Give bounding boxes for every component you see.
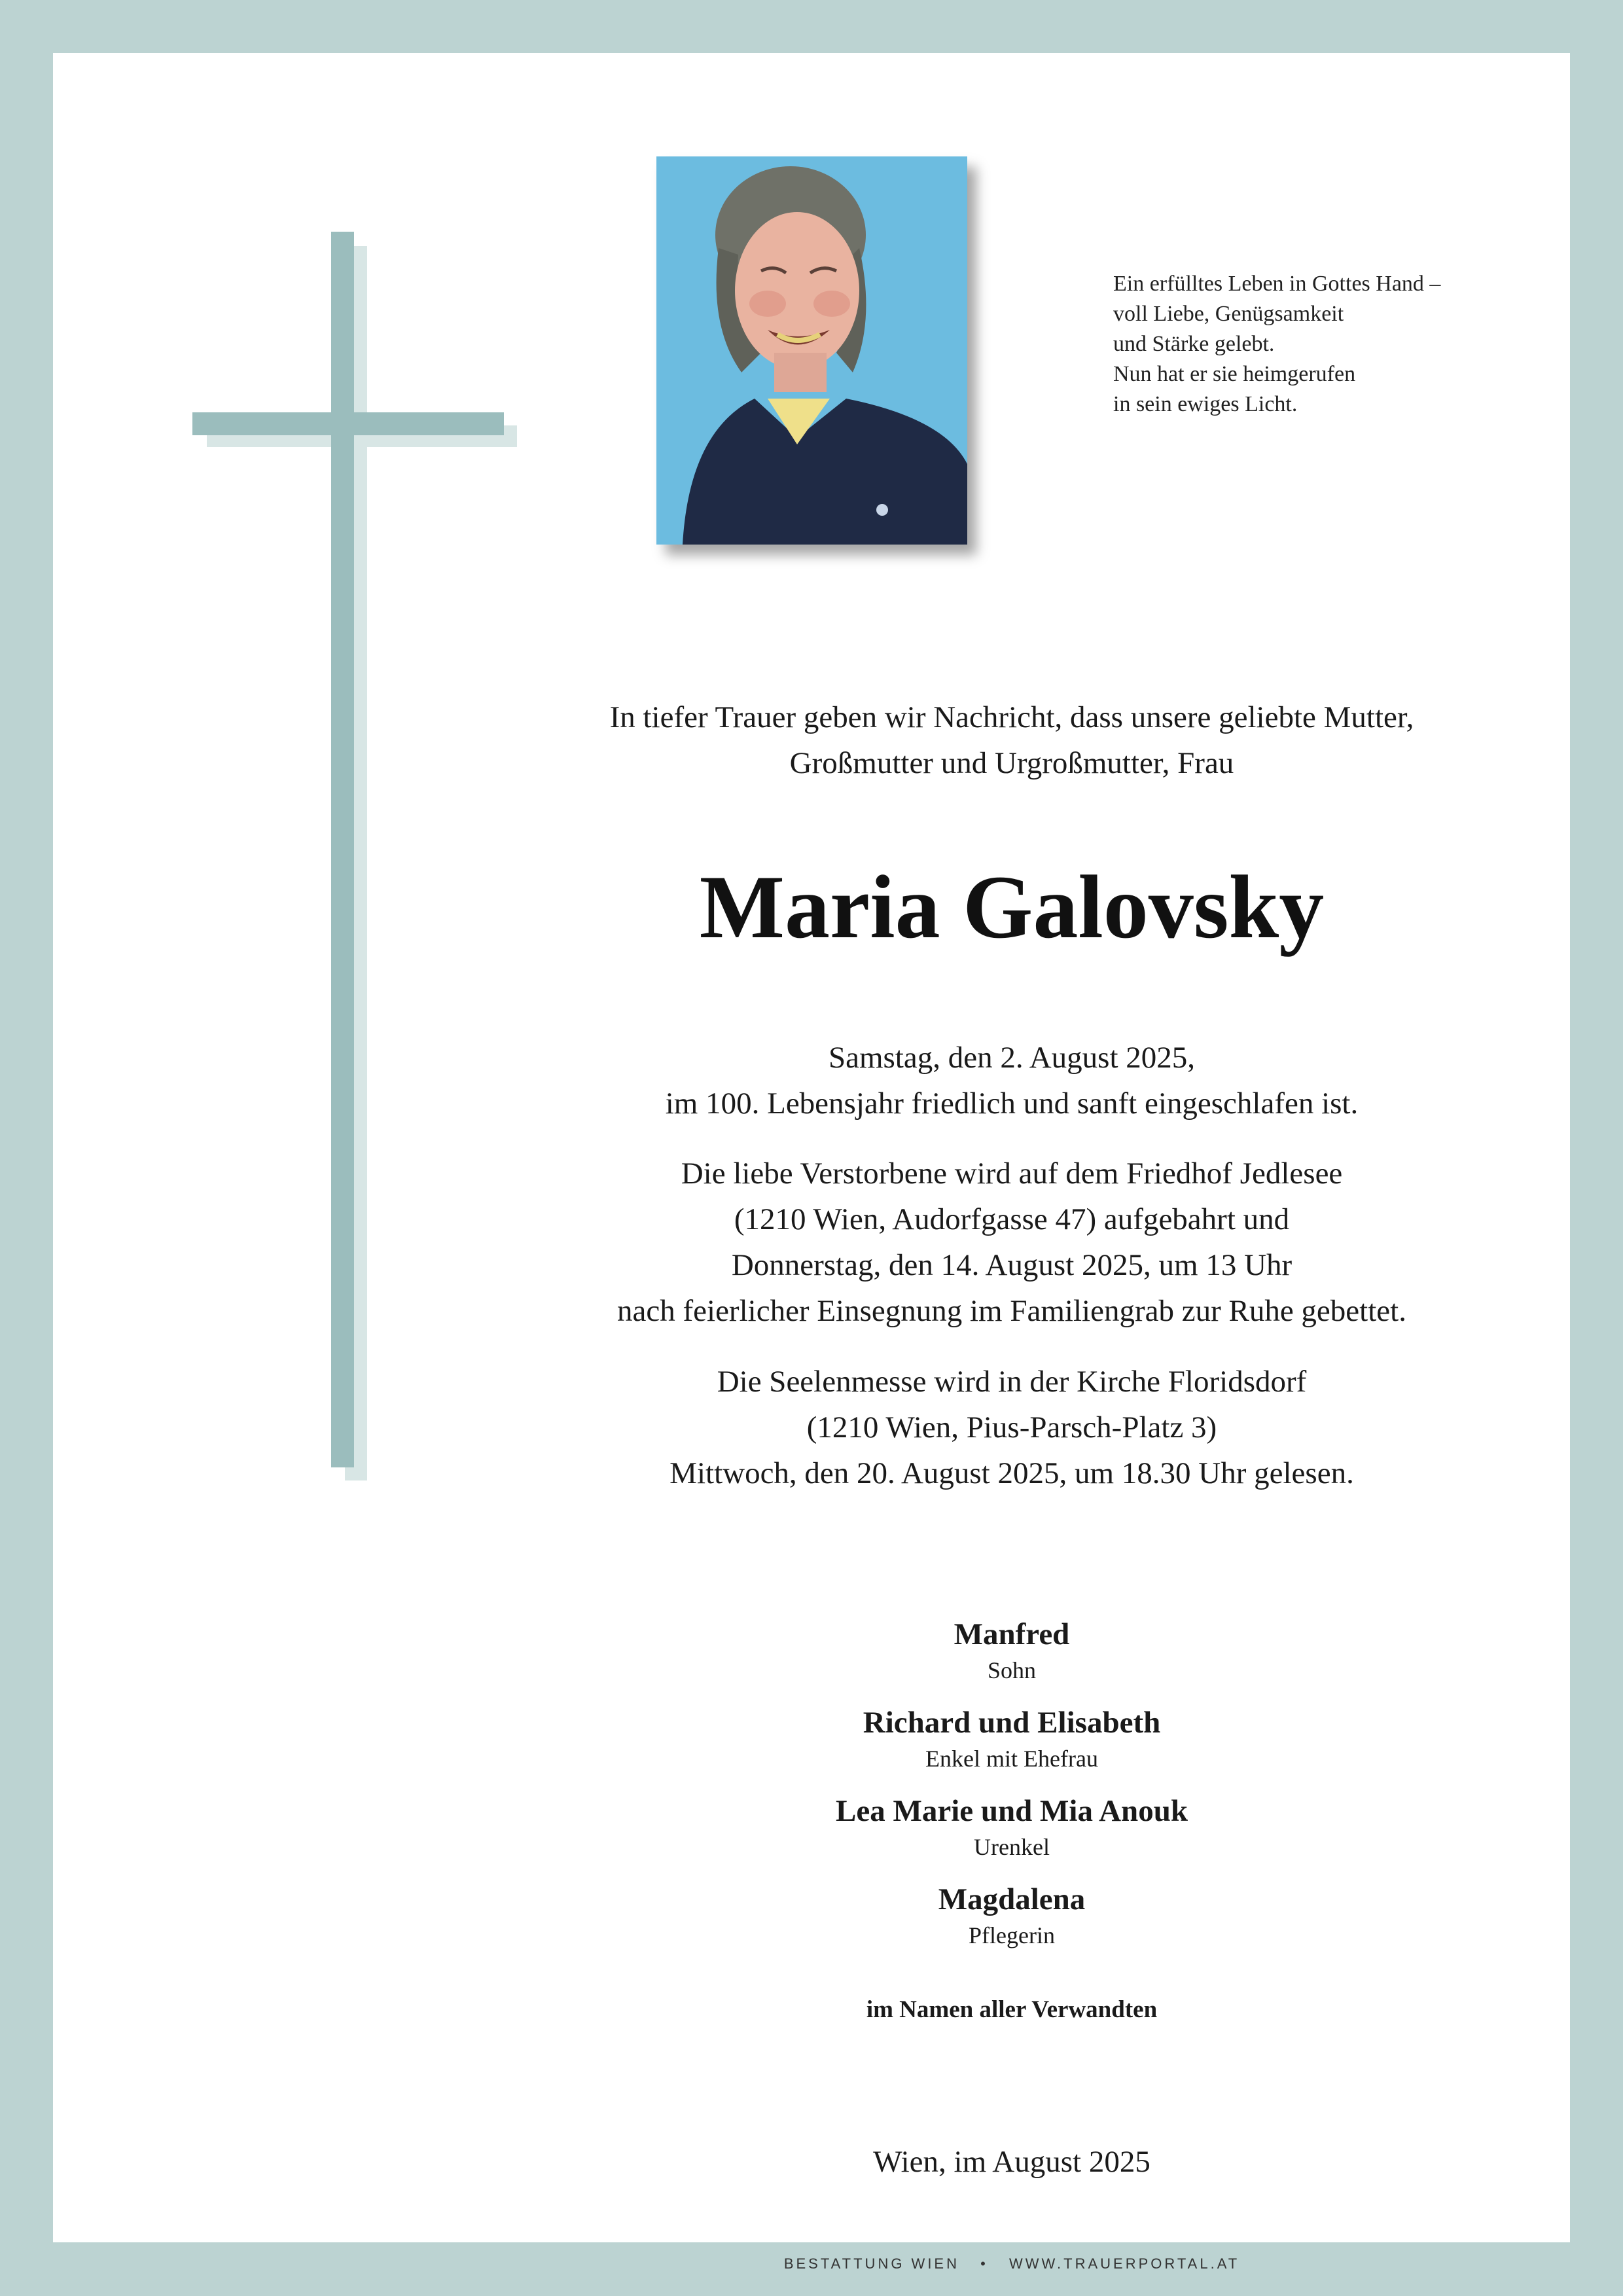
mourner-role: Enkel mit Ehefrau [925, 1746, 1098, 1772]
mourner-role: Urenkel [974, 1834, 1050, 1860]
death-line: im 100. Lebensjahr friedlich und sanft eingeschlafen ist. [665, 1086, 1359, 1121]
mourners-list [511, 1614, 1512, 1967]
footer [511, 2255, 1512, 2272]
burial-line: Die liebe Verstorbene wird auf dem Friedhof Jedlesee [681, 1157, 1343, 1191]
cross-icon-beam [192, 412, 504, 435]
portrait-illustration [656, 156, 967, 545]
footer-company: BESTATTUNG WIEN [783, 2255, 959, 2272]
burial-line: Donnerstag, den 14. August 2025, um 13 Uhr [731, 1248, 1293, 1282]
mass-line: (1210 Wien, Pius-Parsch-Platz 3) [806, 1410, 1217, 1444]
death-line: Samstag, den 2. August 2025, [828, 1041, 1196, 1075]
mass-line: Die Seelenmesse wird in der Kirche Floridsdorf [717, 1365, 1307, 1399]
mourner-role: Pflegerin [969, 1922, 1055, 1948]
announcement-intro [511, 694, 1512, 786]
mourner-name: Manfred [954, 1617, 1070, 1651]
verse-line: Ein erfülltes Leben in Gottes Hand – [1113, 272, 1441, 296]
mourner-role: Sohn [987, 1657, 1037, 1683]
burial-line: nach feierlicher Einsegnung im Familiengrab zur Ruhe gebettet. [617, 1294, 1406, 1328]
burial-notice [511, 1151, 1512, 1334]
memorial-verse [1113, 269, 1532, 420]
verse-line: und Stärke gelebt. [1113, 332, 1275, 356]
footer-separator: • [980, 2255, 988, 2272]
mourner [511, 1791, 1512, 1863]
verse-line: voll Liebe, Genügsamkeit [1113, 302, 1344, 326]
portrait-photo [656, 156, 967, 545]
on-behalf-line: im Namen aller Verwandten [866, 1996, 1158, 2023]
mourner [511, 1879, 1512, 1951]
burial-line: (1210 Wien, Audorfgasse 47) aufgebahrt und [734, 1202, 1290, 1236]
mourner [511, 1702, 1512, 1774]
mourner-name: Lea Marie und Mia Anouk [836, 1794, 1188, 1828]
verse-line: Nun hat er sie heimgerufen [1113, 362, 1356, 386]
mass-notice [511, 1359, 1512, 1496]
death-notice [511, 1035, 1512, 1126]
mass-line: Mittwoch, den 20. August 2025, um 18.30 Uhr gelesen. [669, 1456, 1354, 1490]
mourner [511, 1614, 1512, 1686]
footer-website-link[interactable]: WWW.TRAUERPORTAL.AT [1008, 2255, 1240, 2272]
intro-line: In tiefer Trauer geben wir Nachricht, dass unsere geliebte Mutter, [609, 700, 1414, 734]
mourner-name: Magdalena [938, 1882, 1086, 1916]
place-date: Wien, im August 2025 [873, 2145, 1150, 2179]
deceased-name: Maria Galovsky [699, 857, 1325, 957]
intro-line: Großmutter und Urgroßmutter, Frau [789, 746, 1234, 780]
obituary-sheet [53, 53, 1570, 2272]
verse-line: in sein ewiges Licht. [1113, 392, 1298, 416]
mourner-name: Richard und Elisabeth [863, 1706, 1161, 1740]
